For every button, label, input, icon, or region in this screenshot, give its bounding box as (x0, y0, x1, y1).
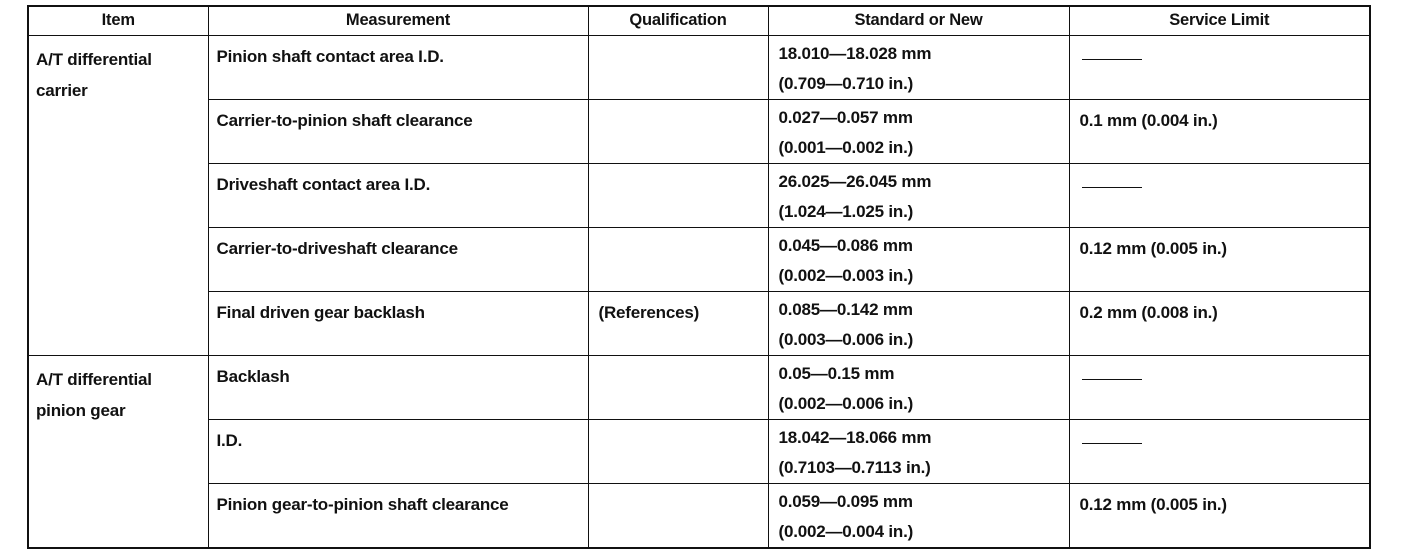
table-row (28, 164, 1370, 228)
header-row (28, 6, 1370, 36)
measurement-cell: Driveshaft contact area I.D. (208, 164, 588, 228)
standard-metric: 0.085—0.142 mm (778, 300, 913, 319)
standard-metric: 0.05—0.15 mm (778, 364, 895, 383)
table-row (28, 356, 1370, 420)
header-service-limit: Service Limit (1069, 6, 1370, 36)
table-row (28, 36, 1370, 100)
service-limit-cell: 0.12 mm (0.005 in.) (1069, 484, 1370, 549)
qualification-cell (588, 36, 768, 100)
specification-table (27, 5, 1371, 549)
qualification-cell (588, 484, 768, 549)
measurement-cell: Carrier-to-pinion shaft clearance (208, 100, 588, 164)
header-item: Item (28, 6, 208, 36)
standard-cell (768, 36, 1069, 100)
service-limit-cell: 0.12 mm (0.005 in.) (1069, 228, 1370, 292)
standard-metric: 0.059—0.095 mm (778, 492, 913, 511)
item-label-line2: carrier (36, 81, 88, 100)
service-limit-cell (1069, 420, 1370, 484)
table-row (28, 292, 1370, 356)
service-limit-cell: 0.2 mm (0.008 in.) (1069, 292, 1370, 356)
header-qualification: Qualification (588, 6, 768, 36)
standard-metric: 0.045—0.086 mm (778, 236, 913, 255)
standard-imperial: (1.024—1.025 in.) (778, 202, 914, 221)
service-limit-cell (1069, 356, 1370, 420)
measurement-cell: Carrier-to-driveshaft clearance (208, 228, 588, 292)
service-limit-cell: 0.1 mm (0.004 in.) (1069, 100, 1370, 164)
qualification-cell (588, 420, 768, 484)
service-limit-cell (1069, 164, 1370, 228)
header-measurement: Measurement (208, 6, 588, 36)
table-row (28, 484, 1370, 549)
standard-cell (768, 228, 1069, 292)
standard-cell (768, 420, 1069, 484)
standard-imperial: (0.002—0.003 in.) (778, 266, 914, 285)
qualification-cell (588, 356, 768, 420)
standard-imperial: (0.002—0.004 in.) (778, 522, 914, 541)
qualification-cell: (References) (588, 292, 768, 356)
header-standard: Standard or New (768, 6, 1069, 36)
qualification-cell (588, 100, 768, 164)
standard-cell (768, 164, 1069, 228)
standard-cell (768, 100, 1069, 164)
service-limit-cell (1069, 36, 1370, 100)
no-limit-dash (1082, 187, 1142, 188)
qualification-cell (588, 228, 768, 292)
item-label-line1: A/T differential (36, 370, 152, 389)
standard-imperial: (0.003—0.006 in.) (778, 330, 914, 349)
standard-cell (768, 356, 1069, 420)
standard-cell (768, 292, 1069, 356)
standard-metric: 26.025—26.045 mm (778, 172, 932, 191)
no-limit-dash (1082, 59, 1142, 60)
standard-metric: 18.010—18.028 mm (778, 44, 932, 63)
standard-imperial: (0.709—0.710 in.) (778, 74, 914, 93)
item-cell-pinion-gear (28, 356, 208, 549)
measurement-cell: Final driven gear backlash (208, 292, 588, 356)
standard-cell (768, 484, 1069, 549)
item-cell-carrier (28, 36, 208, 356)
item-label-line1: A/T differential (36, 50, 152, 69)
standard-imperial: (0.7103—0.7113 in.) (778, 458, 931, 477)
standard-imperial: (0.002—0.006 in.) (778, 394, 914, 413)
no-limit-dash (1082, 379, 1142, 380)
measurement-cell: I.D. (208, 420, 588, 484)
table-row (28, 420, 1370, 484)
measurement-cell: Pinion gear-to-pinion shaft clearance (208, 484, 588, 549)
item-label-line2: pinion gear (36, 401, 126, 420)
measurement-cell: Pinion shaft contact area I.D. (208, 36, 588, 100)
table-row (28, 100, 1370, 164)
table-row (28, 228, 1370, 292)
standard-metric: 18.042—18.066 mm (778, 428, 932, 447)
no-limit-dash (1082, 443, 1142, 444)
standard-metric: 0.027—0.057 mm (778, 108, 913, 127)
qualification-cell (588, 164, 768, 228)
standard-imperial: (0.001—0.002 in.) (778, 138, 914, 157)
measurement-cell: Backlash (208, 356, 588, 420)
